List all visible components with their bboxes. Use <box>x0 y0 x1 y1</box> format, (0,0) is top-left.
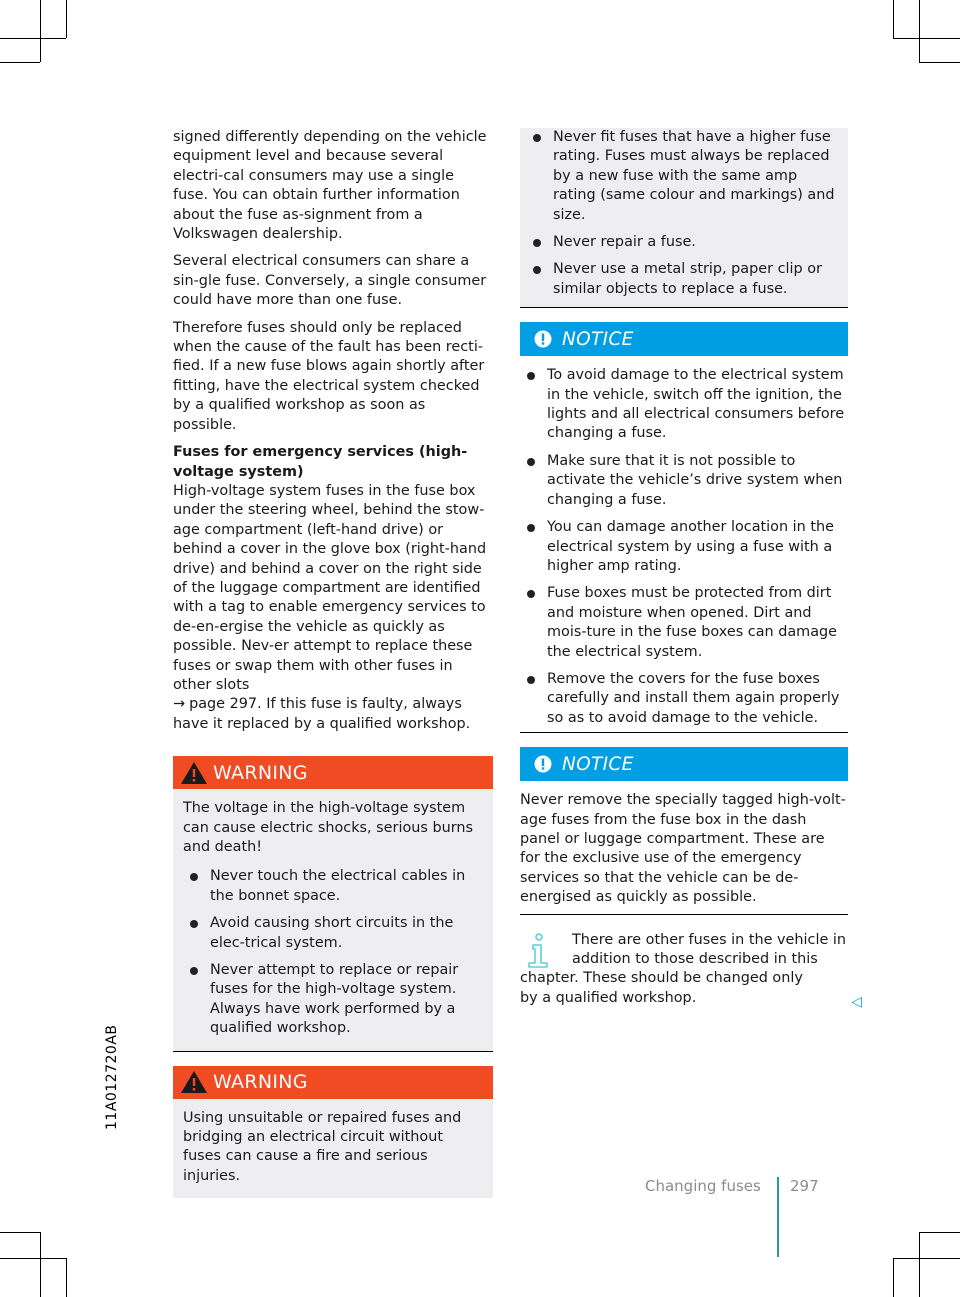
list-item: Never touch the electrical cables in the bonnet space. <box>183 867 483 906</box>
crop-mark <box>893 0 894 38</box>
info-icon <box>524 933 554 969</box>
list-item: To avoid damage to the electrical system in the vehicle, switch off the ignition, the lights and all electrical consumers before changing a fuse. <box>520 366 848 444</box>
bullet-icon <box>527 372 535 380</box>
warning-list <box>183 867 483 1038</box>
page-number: 297 <box>790 1177 819 1195</box>
crop-mark <box>66 1258 67 1297</box>
warning-intro: The voltage in the high-voltage system can cause electric shocks, serious burns and death! <box>183 800 473 855</box>
warning-header <box>173 1066 493 1099</box>
document-code: 11A012720AB <box>104 1024 120 1130</box>
bullet-icon <box>527 458 535 466</box>
bullet-icon <box>190 873 198 881</box>
crop-mark <box>40 1232 41 1297</box>
footer-section-title: Changing fuses <box>645 1177 761 1195</box>
footer-divider <box>777 1177 779 1257</box>
crop-mark <box>893 38 960 39</box>
notice-header <box>520 747 848 781</box>
notice-list <box>520 366 848 728</box>
list-item: Never fit fuses that have a higher fuse rating. Fuses must always be replaced by a new fuse with the same amp rating (same colour and markings) and size. <box>526 128 842 225</box>
bullet-icon <box>527 590 535 598</box>
warning-body <box>173 1099 493 1199</box>
page-reference[interactable] <box>173 695 493 734</box>
notice-box <box>520 322 848 733</box>
arrow-right-icon: → <box>173 696 186 713</box>
notice-exclamation-icon <box>534 330 552 348</box>
left-column <box>173 128 493 1198</box>
warning-box <box>173 756 493 1051</box>
list-item: You can damage another location in the electrical system by using a fuse with a higher amp rating. <box>520 518 848 576</box>
list-item: Make sure that it is not possible to activate the vehicle’s drive system when changing a fuse. <box>520 452 848 510</box>
info-text: chapter. These should be changed only by a qualified workshop. <box>520 970 803 1006</box>
paragraph: signed differently depending on the vehicle equipment level and because several electri-cal consumers may use a single fuse. You can obtain further information about the fuse as-signment from a Volkswagen dealership. <box>173 129 487 243</box>
warning-triangle-icon <box>179 1069 209 1095</box>
list-item: Fuse boxes must be protected from dirt and moisture when opened. Dirt and mois-ture in the fuse boxes can damage the electrical system. <box>520 584 848 662</box>
list-item: Never repair a fuse. <box>526 233 842 252</box>
paragraph-high-voltage <box>173 482 493 695</box>
notice-header <box>520 322 848 356</box>
warning-header <box>173 756 493 789</box>
crop-mark <box>0 62 40 63</box>
bullet-icon <box>533 266 541 274</box>
crop-mark <box>40 0 41 62</box>
hv-text: High-voltage system fuses in the fuse box under the steering wheel, behind the stow-age compartment (left-hand drive) or behind a cover in the glove box (right-hand drive) and behind a cover on the right side of the luggage compartment are identified with a tag to enable emergency services to de-en-ergise the vehicle as quickly as possible. Nev-er attempt to replace these fuses or swap them with other fuses in other slots <box>173 482 487 693</box>
crop-mark <box>0 1232 40 1233</box>
warning-body <box>173 789 493 1050</box>
crop-mark <box>893 1258 960 1259</box>
bullet-icon <box>190 920 198 928</box>
bullet-icon <box>533 134 541 142</box>
list-item: Remove the covers for the fuse boxes carefully and install them again properly so as to avoid damage to the vehicle. <box>520 670 848 728</box>
notice-text: Never remove the specially tagged high-volt-age fuses from the fuse box in the dash panel or luggage compartment. These are for the exclusive use of the emergency services so that the vehicle can be de-energised as quickly as possible. <box>520 792 846 906</box>
warning-continuation <box>520 128 848 307</box>
list-item: Avoid causing short circuits in the elec-trical system. <box>183 914 483 953</box>
crop-mark <box>919 62 960 63</box>
divider <box>520 732 848 733</box>
page-reference-text: page 297. If this fuse is faulty, always have it replaced by a qualified workshop. <box>173 696 471 732</box>
crop-mark <box>0 38 66 39</box>
crop-mark <box>919 1232 920 1297</box>
info-line: There are other fuses in the vehicle in <box>572 931 846 948</box>
divider <box>520 307 848 308</box>
right-column <box>520 128 862 1011</box>
crop-mark <box>893 1258 894 1297</box>
notice-box <box>520 747 848 914</box>
warning-list <box>526 128 842 299</box>
bullet-icon <box>533 239 541 247</box>
warning-triangle-icon <box>179 760 209 786</box>
warning-box <box>173 1066 493 1199</box>
warning-intro: Using unsuitable or repaired fuses and bridging an electrical circuit without fuses can cause a fire and serious injuries. <box>183 1109 462 1184</box>
bullet-icon <box>527 676 535 684</box>
crop-mark <box>66 0 67 38</box>
divider <box>173 1051 493 1052</box>
bullet-icon <box>527 524 535 532</box>
bullet-icon <box>190 967 198 975</box>
notice-exclamation-icon <box>534 755 552 773</box>
info-line: addition to those described in this <box>572 951 818 967</box>
crop-mark <box>0 1258 66 1259</box>
end-of-section-icon: ◁ <box>851 994 862 1011</box>
list-item: Never use a metal strip, paper clip or similar objects to replace a fuse. <box>526 260 842 299</box>
crop-mark <box>919 0 920 62</box>
list-item: Never attempt to replace or repair fuses for the high-voltage system. Always have work performed by a qualified workshop. <box>183 961 483 1039</box>
paragraph: Several electrical consumers can share a sin-gle fuse. Conversely, a single consumer could have more than one fuse. <box>173 253 487 309</box>
warning-title: WARNING <box>213 761 308 784</box>
notice-title: NOTICE <box>562 328 634 350</box>
warning-title: WARNING <box>213 1071 308 1094</box>
subheading: Fuses for emergency services (high-voltage system) <box>173 444 468 480</box>
paragraph: Therefore fuses should only be replaced when the cause of the fault has been recti-fied. If a new fuse blows again shortly after fitting, have the electrical system checked by a qualified workshop as soon as possible. <box>173 319 485 433</box>
divider <box>520 914 848 915</box>
notice-title: NOTICE <box>562 753 634 775</box>
crop-mark <box>919 1232 960 1233</box>
info-note <box>520 931 862 1011</box>
